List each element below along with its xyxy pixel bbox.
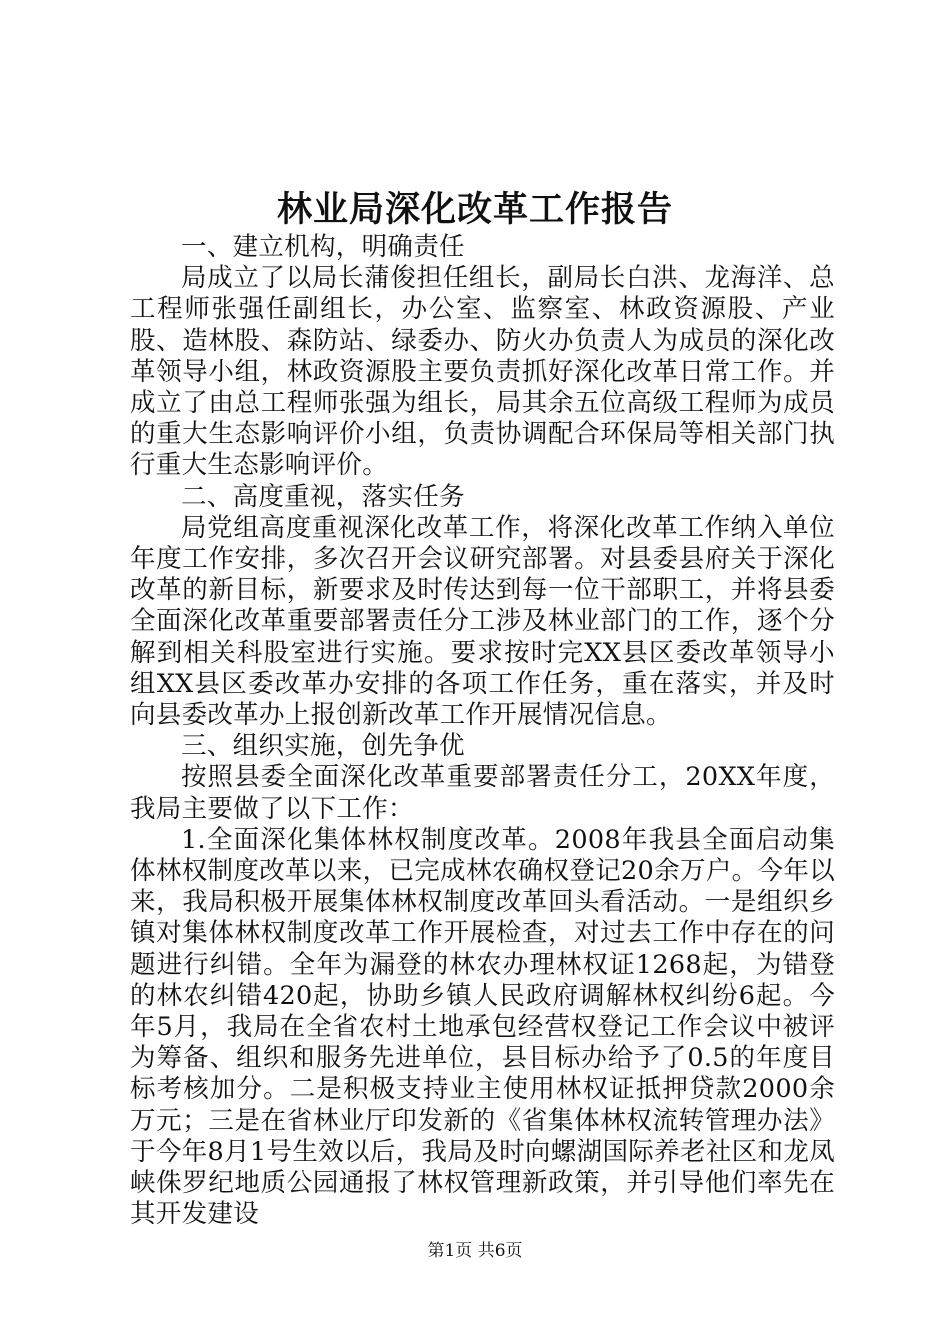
section-3-paragraph-intro: 按照县委全面深化改革重要部署责任分工，20XX年度，我局主要做了以下工作：: [130, 762, 835, 824]
section-heading-2: 二、高度重视，落实任务: [181, 481, 465, 512]
section-heading-3: 三、组织实施，创先争优: [181, 731, 465, 762]
section-heading-1: 一、建立机构，明确责任: [181, 232, 465, 262]
document-body: [130, 232, 835, 1231]
page-footer: 第1页 共6页: [427, 1241, 523, 1261]
section-1-paragraph: 局成立了以局长蒲俊担任组长，副局长白洪、龙海洋、总工程师张强任副组长，办公室、监察室、林政资源股、产业股、造林股、森防站、绿委办、防火办负责人为成员的深化改革领导小组，林政资源股主要负责抓好深化改革日常工作。并成立了由总工程师张强为组长，局其余五位高级工程师为成员的重大生态影响评价小组，负责协调配合环保局等相关部门执行重大生态影响评价。: [130, 263, 835, 481]
section-2-paragraph: 局党组高度重视深化改革工作，将深化改革工作纳入单位年度工作安排，多次召开会议研究部署。对县委县府关于深化改革的新目标，新要求及时传达到每一位干部职工，并将县委全面深化改革重要部署责任分工涉及林业部门的工作，逐个分解到相关科股室进行实施。要求按时完XX县区委改革领导小组XX县区委改革办安排的各项工作任务，重在落实，并及时向县委改革办上报创新改革工作开展情况信息。: [130, 512, 835, 731]
section-3-paragraph-item-1: 1.全面深化集体林权制度改革。2008年我县全面启动集体林权制度改革以来，已完成林农确权登记20余万户。今年以来，我局积极开展集体林权制度改革回头看活动。一是组织乡镇对集体林权制度改革工作开展检查，对过去工作中存在的问题进行纠错。全年为漏登的林农办理林权证1268起，为错登的林农纠错420起，协助乡镇人民政府调解林权纠纷6起。今年5月，我局在全省农村土地承包经营权登记工作会议中被评为筹备、组织和服务先进单位，县目标办给予了0.5的年度目标考核加分。二是积极支持业主使用林权证抵押贷款2000余万元；三是在省林业厅印发新的《省集体林权流转管理办法》于今年8月1号生效以后，我局及时向螺湖国际养老社区和龙凤峡侏罗纪地质公园通报了林权管理新政策，并引导他们率先在其开发建设: [130, 824, 835, 1230]
document-title: 林业局深化改革工作报告: [276, 189, 673, 230]
